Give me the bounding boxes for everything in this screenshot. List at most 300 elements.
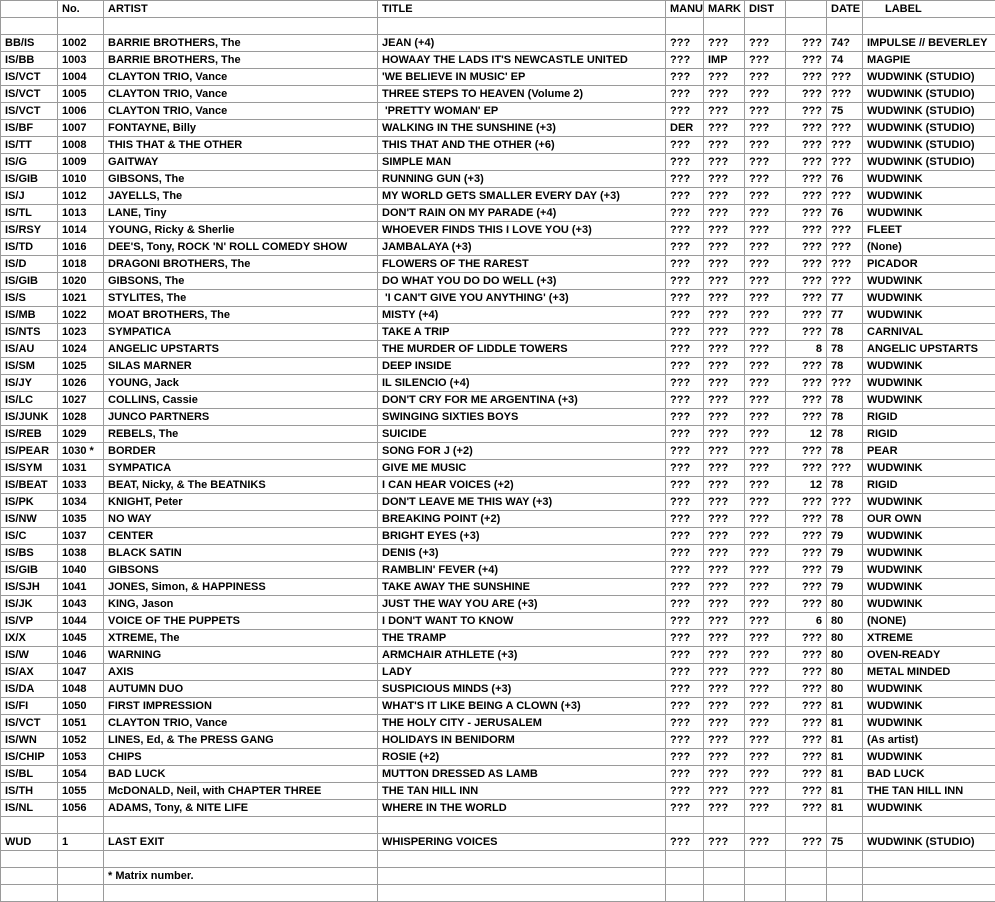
cell-mark: ??? [704, 800, 745, 817]
table-row [1, 868, 995, 885]
cell-no: 1046 [58, 647, 104, 664]
table-row [1, 579, 995, 596]
cell-date: 78 [827, 477, 863, 494]
cell-manu: ??? [666, 307, 704, 324]
table-row [1, 188, 995, 205]
cell-col8: ??? [786, 834, 827, 851]
cell-no: 1006 [58, 103, 104, 120]
cell-artist: ADAMS, Tony, & NITE LIFE [104, 800, 378, 817]
cell-manu: ??? [666, 154, 704, 171]
cell-title [378, 18, 666, 35]
cell-no [58, 868, 104, 885]
column-header-artist: ARTIST [104, 1, 378, 18]
cell-no: 1026 [58, 375, 104, 392]
cell-title: JAMBALAYA (+3) [378, 239, 666, 256]
cell-mark [704, 851, 745, 868]
cell-no: 1040 [58, 562, 104, 579]
cell-title [378, 817, 666, 834]
table-row [1, 69, 995, 86]
cell-title: I DON'T WANT TO KNOW [378, 613, 666, 630]
cell-manu: ??? [666, 392, 704, 409]
cell-code: IS/FI [1, 698, 58, 715]
cell-date: 80 [827, 630, 863, 647]
cell-no: 1033 [58, 477, 104, 494]
cell-artist: JONES, Simon, & HAPPINESS [104, 579, 378, 596]
cell-artist: SILAS MARNER [104, 358, 378, 375]
cell-label: WUDWINK [863, 596, 995, 613]
cell-code [1, 851, 58, 868]
cell-artist: DRAGONI BROTHERS, The [104, 256, 378, 273]
cell-no: 1005 [58, 86, 104, 103]
cell-label: WUDWINK [863, 749, 995, 766]
cell-code: IS/JK [1, 596, 58, 613]
cell-manu: ??? [666, 443, 704, 460]
cell-label: WUDWINK [863, 562, 995, 579]
cell-artist: BEAT, Nicky, & The BEATNIKS [104, 477, 378, 494]
table-row [1, 273, 995, 290]
cell-label: WUDWINK (STUDIO) [863, 137, 995, 154]
cell-date: 80 [827, 681, 863, 698]
cell-no: 1010 [58, 171, 104, 188]
cell-no: 1050 [58, 698, 104, 715]
cell-manu: ??? [666, 613, 704, 630]
cell-code: IS/GIB [1, 273, 58, 290]
cell-no: 1041 [58, 579, 104, 596]
cell-date: ??? [827, 222, 863, 239]
cell-manu: ??? [666, 800, 704, 817]
cell-dist: ??? [745, 613, 786, 630]
cell-no: 1053 [58, 749, 104, 766]
cell-col8: ??? [786, 715, 827, 732]
cell-mark: ??? [704, 749, 745, 766]
cell-col8: ??? [786, 86, 827, 103]
cell-label: WUDWINK [863, 171, 995, 188]
table-row [1, 290, 995, 307]
cell-date: ??? [827, 86, 863, 103]
cell-no: 1021 [58, 290, 104, 307]
cell-col8: ??? [786, 358, 827, 375]
cell-date: ??? [827, 154, 863, 171]
cell-code: IS/PEAR [1, 443, 58, 460]
cell-manu: ??? [666, 69, 704, 86]
cell-code: IS/VP [1, 613, 58, 630]
cell-manu: ??? [666, 749, 704, 766]
cell-manu: ??? [666, 273, 704, 290]
cell-title: FLOWERS OF THE RAREST [378, 256, 666, 273]
cell-code: IS/J [1, 188, 58, 205]
cell-manu: ??? [666, 188, 704, 205]
cell-col8 [786, 868, 827, 885]
cell-col8: ??? [786, 511, 827, 528]
cell-code: IS/GIB [1, 171, 58, 188]
cell-col8 [786, 885, 827, 902]
cell-col8: ??? [786, 392, 827, 409]
cell-date: 80 [827, 664, 863, 681]
cell-label [863, 885, 995, 902]
cell-title: THE TRAMP [378, 630, 666, 647]
cell-title: THIS THAT AND THE OTHER (+6) [378, 137, 666, 154]
cell-artist: BORDER [104, 443, 378, 460]
cell-label: WUDWINK [863, 307, 995, 324]
cell-code: IS/MB [1, 307, 58, 324]
cell-code: IS/DA [1, 681, 58, 698]
cell-dist: ??? [745, 273, 786, 290]
cell-code: IS/LC [1, 392, 58, 409]
column-header-mark: MARK [704, 1, 745, 18]
cell-code: IS/NTS [1, 324, 58, 341]
cell-artist: LINES, Ed, & The PRESS GANG [104, 732, 378, 749]
cell-mark: ??? [704, 290, 745, 307]
cell-no: 1013 [58, 205, 104, 222]
cell-dist: ??? [745, 647, 786, 664]
cell-dist [745, 817, 786, 834]
cell-title: 'PRETTY WOMAN' EP [378, 103, 666, 120]
cell-no: 1 [58, 834, 104, 851]
cell-col8: ??? [786, 681, 827, 698]
cell-code: IS/BEAT [1, 477, 58, 494]
cell-label: IMPULSE // BEVERLEY [863, 35, 995, 52]
cell-dist: ??? [745, 52, 786, 69]
cell-code: IS/JUNK [1, 409, 58, 426]
cell-col8: ??? [786, 630, 827, 647]
cell-label: WUDWINK (STUDIO) [863, 834, 995, 851]
cell-dist: ??? [745, 69, 786, 86]
cell-title: JEAN (+4) [378, 35, 666, 52]
cell-col8: ??? [786, 494, 827, 511]
cell-manu: ??? [666, 52, 704, 69]
cell-label: WUDWINK [863, 579, 995, 596]
column-header-manu: MANU [666, 1, 704, 18]
cell-title: SUICIDE [378, 426, 666, 443]
cell-mark: ??? [704, 613, 745, 630]
cell-no: 1044 [58, 613, 104, 630]
cell-label: WUDWINK (STUDIO) [863, 120, 995, 137]
cell-artist [104, 817, 378, 834]
cell-manu: ??? [666, 545, 704, 562]
cell-col8: ??? [786, 664, 827, 681]
cell-no: 1014 [58, 222, 104, 239]
table-row [1, 528, 995, 545]
cell-label: XTREME [863, 630, 995, 647]
cell-code: IS/S [1, 290, 58, 307]
cell-date: 76 [827, 205, 863, 222]
cell-manu: ??? [666, 103, 704, 120]
cell-col8: ??? [786, 545, 827, 562]
cell-title: RUNNING GUN (+3) [378, 171, 666, 188]
cell-no: 1004 [58, 69, 104, 86]
table-row [1, 18, 995, 35]
cell-col8: ??? [786, 307, 827, 324]
cell-title: THE MURDER OF LIDDLE TOWERS [378, 341, 666, 358]
cell-artist: BARRIE BROTHERS, The [104, 35, 378, 52]
cell-no: 1024 [58, 341, 104, 358]
cell-label: WUDWINK [863, 358, 995, 375]
cell-artist: SYMPATICA [104, 460, 378, 477]
cell-label: WUDWINK [863, 494, 995, 511]
cell-mark: ??? [704, 511, 745, 528]
cell-label: ANGELIC UPSTARTS [863, 341, 995, 358]
cell-artist: THIS THAT & THE OTHER [104, 137, 378, 154]
cell-title: SWINGING SIXTIES BOYS [378, 409, 666, 426]
cell-code [1, 817, 58, 834]
cell-col8: ??? [786, 290, 827, 307]
cell-manu: ??? [666, 766, 704, 783]
cell-manu: ??? [666, 664, 704, 681]
cell-date: 81 [827, 715, 863, 732]
cell-artist: BAD LUCK [104, 766, 378, 783]
column-header-title: TITLE [378, 1, 666, 18]
cell-label: WUDWINK [863, 545, 995, 562]
cell-no: 1007 [58, 120, 104, 137]
cell-no: 1048 [58, 681, 104, 698]
cell-manu: ??? [666, 375, 704, 392]
cell-mark [704, 817, 745, 834]
cell-mark: ??? [704, 562, 745, 579]
cell-date: ??? [827, 273, 863, 290]
cell-mark: ??? [704, 86, 745, 103]
cell-label: (None) [863, 239, 995, 256]
cell-manu [666, 885, 704, 902]
cell-dist: ??? [745, 460, 786, 477]
cell-dist: ??? [745, 562, 786, 579]
cell-artist: GIBSONS, The [104, 171, 378, 188]
cell-no: 1045 [58, 630, 104, 647]
cell-code: IS/W [1, 647, 58, 664]
cell-mark: ??? [704, 494, 745, 511]
cell-artist: SYMPATICA [104, 324, 378, 341]
cell-label: WUDWINK [863, 188, 995, 205]
column-header-date: DATE [827, 1, 863, 18]
cell-dist: ??? [745, 511, 786, 528]
cell-date: 81 [827, 783, 863, 800]
cell-dist: ??? [745, 800, 786, 817]
cell-col8: ??? [786, 120, 827, 137]
cell-col8: ??? [786, 528, 827, 545]
cell-no: 1016 [58, 239, 104, 256]
cell-dist: ??? [745, 494, 786, 511]
cell-no: 1031 [58, 460, 104, 477]
cell-title: TAKE AWAY THE SUNSHINE [378, 579, 666, 596]
table-row [1, 426, 995, 443]
cell-mark [704, 885, 745, 902]
cell-code [1, 18, 58, 35]
cell-artist: BLACK SATIN [104, 545, 378, 562]
cell-mark: ??? [704, 596, 745, 613]
table-row [1, 800, 995, 817]
cell-date: ??? [827, 256, 863, 273]
cell-dist [745, 851, 786, 868]
cell-dist: ??? [745, 239, 786, 256]
cell-artist: LAST EXIT [104, 834, 378, 851]
cell-dist: ??? [745, 290, 786, 307]
cell-artist: LANE, Tiny [104, 205, 378, 222]
cell-manu: ??? [666, 171, 704, 188]
cell-label: METAL MINDED [863, 664, 995, 681]
cell-code: IS/G [1, 154, 58, 171]
table-row [1, 358, 995, 375]
cell-title [378, 885, 666, 902]
cell-title: I CAN HEAR VOICES (+2) [378, 477, 666, 494]
cell-label: RIGID [863, 426, 995, 443]
table-row [1, 562, 995, 579]
cell-col8: ??? [786, 273, 827, 290]
cell-col8: ??? [786, 460, 827, 477]
cell-mark: ??? [704, 222, 745, 239]
cell-artist: DEE'S, Tony, ROCK 'N' ROLL COMEDY SHOW [104, 239, 378, 256]
cell-manu: ??? [666, 256, 704, 273]
cell-artist: WARNING [104, 647, 378, 664]
cell-code: IS/VCT [1, 715, 58, 732]
cell-date: 79 [827, 579, 863, 596]
cell-title: THE HOLY CITY - JERUSALEM [378, 715, 666, 732]
cell-dist: ??? [745, 630, 786, 647]
cell-manu: ??? [666, 562, 704, 579]
cell-date: ??? [827, 137, 863, 154]
cell-label [863, 817, 995, 834]
cell-no: 1047 [58, 664, 104, 681]
cell-code: IS/TH [1, 783, 58, 800]
cell-manu: ??? [666, 358, 704, 375]
cell-mark: ??? [704, 120, 745, 137]
cell-mark: ??? [704, 188, 745, 205]
cell-no [58, 18, 104, 35]
cell-code: IS/BF [1, 120, 58, 137]
cell-mark: ??? [704, 766, 745, 783]
cell-mark: ??? [704, 664, 745, 681]
cell-label: PEAR [863, 443, 995, 460]
cell-manu: ??? [666, 579, 704, 596]
table-row [1, 205, 995, 222]
cell-title: WHISPERING VOICES [378, 834, 666, 851]
cell-date: 78 [827, 409, 863, 426]
cell-col8: ??? [786, 188, 827, 205]
cell-mark: ??? [704, 545, 745, 562]
cell-label: WUDWINK [863, 528, 995, 545]
cell-mark: ??? [704, 69, 745, 86]
cell-title: SONG FOR J (+2) [378, 443, 666, 460]
cell-dist: ??? [745, 188, 786, 205]
cell-artist: BARRIE BROTHERS, The [104, 52, 378, 69]
cell-no: 1051 [58, 715, 104, 732]
cell-no: 1009 [58, 154, 104, 171]
table-row [1, 732, 995, 749]
cell-code [1, 868, 58, 885]
table-row [1, 341, 995, 358]
cell-mark: ??? [704, 154, 745, 171]
cell-mark: IMP [704, 52, 745, 69]
cell-artist: GIBSONS, The [104, 273, 378, 290]
cell-dist [745, 18, 786, 35]
cell-dist: ??? [745, 392, 786, 409]
cell-title: WHOEVER FINDS THIS I LOVE YOU (+3) [378, 222, 666, 239]
cell-code: IS/NL [1, 800, 58, 817]
cell-date: 81 [827, 749, 863, 766]
cell-date: 78 [827, 358, 863, 375]
cell-col8: ??? [786, 69, 827, 86]
table-row [1, 35, 995, 52]
cell-dist: ??? [745, 375, 786, 392]
cell-mark: ??? [704, 239, 745, 256]
column-header-no: No. [58, 1, 104, 18]
cell-code: IS/BB [1, 52, 58, 69]
cell-mark: ??? [704, 715, 745, 732]
cell-date [827, 885, 863, 902]
cell-date: 80 [827, 596, 863, 613]
cell-date [827, 817, 863, 834]
cell-title: TAKE A TRIP [378, 324, 666, 341]
cell-artist: McDONALD, Neil, with CHAPTER THREE [104, 783, 378, 800]
cell-title: DON'T CRY FOR ME ARGENTINA (+3) [378, 392, 666, 409]
cell-mark: ??? [704, 460, 745, 477]
cell-dist: ??? [745, 222, 786, 239]
cell-title: WALKING IN THE SUNSHINE (+3) [378, 120, 666, 137]
cell-col8: ??? [786, 783, 827, 800]
cell-code [1, 885, 58, 902]
cell-dist: ??? [745, 307, 786, 324]
cell-manu: ??? [666, 426, 704, 443]
cell-date: 80 [827, 613, 863, 630]
cell-label [863, 868, 995, 885]
cell-col8: ??? [786, 154, 827, 171]
cell-date [827, 851, 863, 868]
cell-date: 81 [827, 732, 863, 749]
cell-artist: GAITWAY [104, 154, 378, 171]
cell-label: WUDWINK [863, 290, 995, 307]
cell-col8: ??? [786, 137, 827, 154]
cell-dist [745, 885, 786, 902]
table-body [1, 18, 995, 902]
cell-col8 [786, 18, 827, 35]
cell-artist: KNIGHT, Peter [104, 494, 378, 511]
cell-date: 77 [827, 290, 863, 307]
cell-title: LADY [378, 664, 666, 681]
cell-manu: ??? [666, 409, 704, 426]
cell-title: HOWAAY THE LADS IT'S NEWCASTLE UNITED [378, 52, 666, 69]
cell-dist: ??? [745, 579, 786, 596]
cell-artist: AXIS [104, 664, 378, 681]
cell-code: IS/NW [1, 511, 58, 528]
cell-no: 1034 [58, 494, 104, 511]
cell-mark: ??? [704, 409, 745, 426]
cell-artist: * Matrix number. [104, 868, 378, 885]
cell-artist: JUNCO PARTNERS [104, 409, 378, 426]
table-row [1, 120, 995, 137]
cell-date: 76 [827, 171, 863, 188]
cell-label: FLEET [863, 222, 995, 239]
cell-no: 1056 [58, 800, 104, 817]
cell-label: (As artist) [863, 732, 995, 749]
cell-dist: ??? [745, 324, 786, 341]
cell-code: IS/CHIP [1, 749, 58, 766]
cell-mark: ??? [704, 477, 745, 494]
cell-artist: KING, Jason [104, 596, 378, 613]
table-row [1, 239, 995, 256]
cell-date: 78 [827, 426, 863, 443]
cell-artist: COLLINS, Cassie [104, 392, 378, 409]
cell-artist [104, 885, 378, 902]
cell-manu: ??? [666, 290, 704, 307]
cell-mark: ??? [704, 273, 745, 290]
cell-no: 1022 [58, 307, 104, 324]
cell-title: GIVE ME MUSIC [378, 460, 666, 477]
cell-manu: DER [666, 120, 704, 137]
cell-artist: FONTAYNE, Billy [104, 120, 378, 137]
cell-date [827, 18, 863, 35]
cell-code: IS/TL [1, 205, 58, 222]
cell-dist: ??? [745, 681, 786, 698]
cell-mark: ??? [704, 698, 745, 715]
cell-manu: ??? [666, 698, 704, 715]
